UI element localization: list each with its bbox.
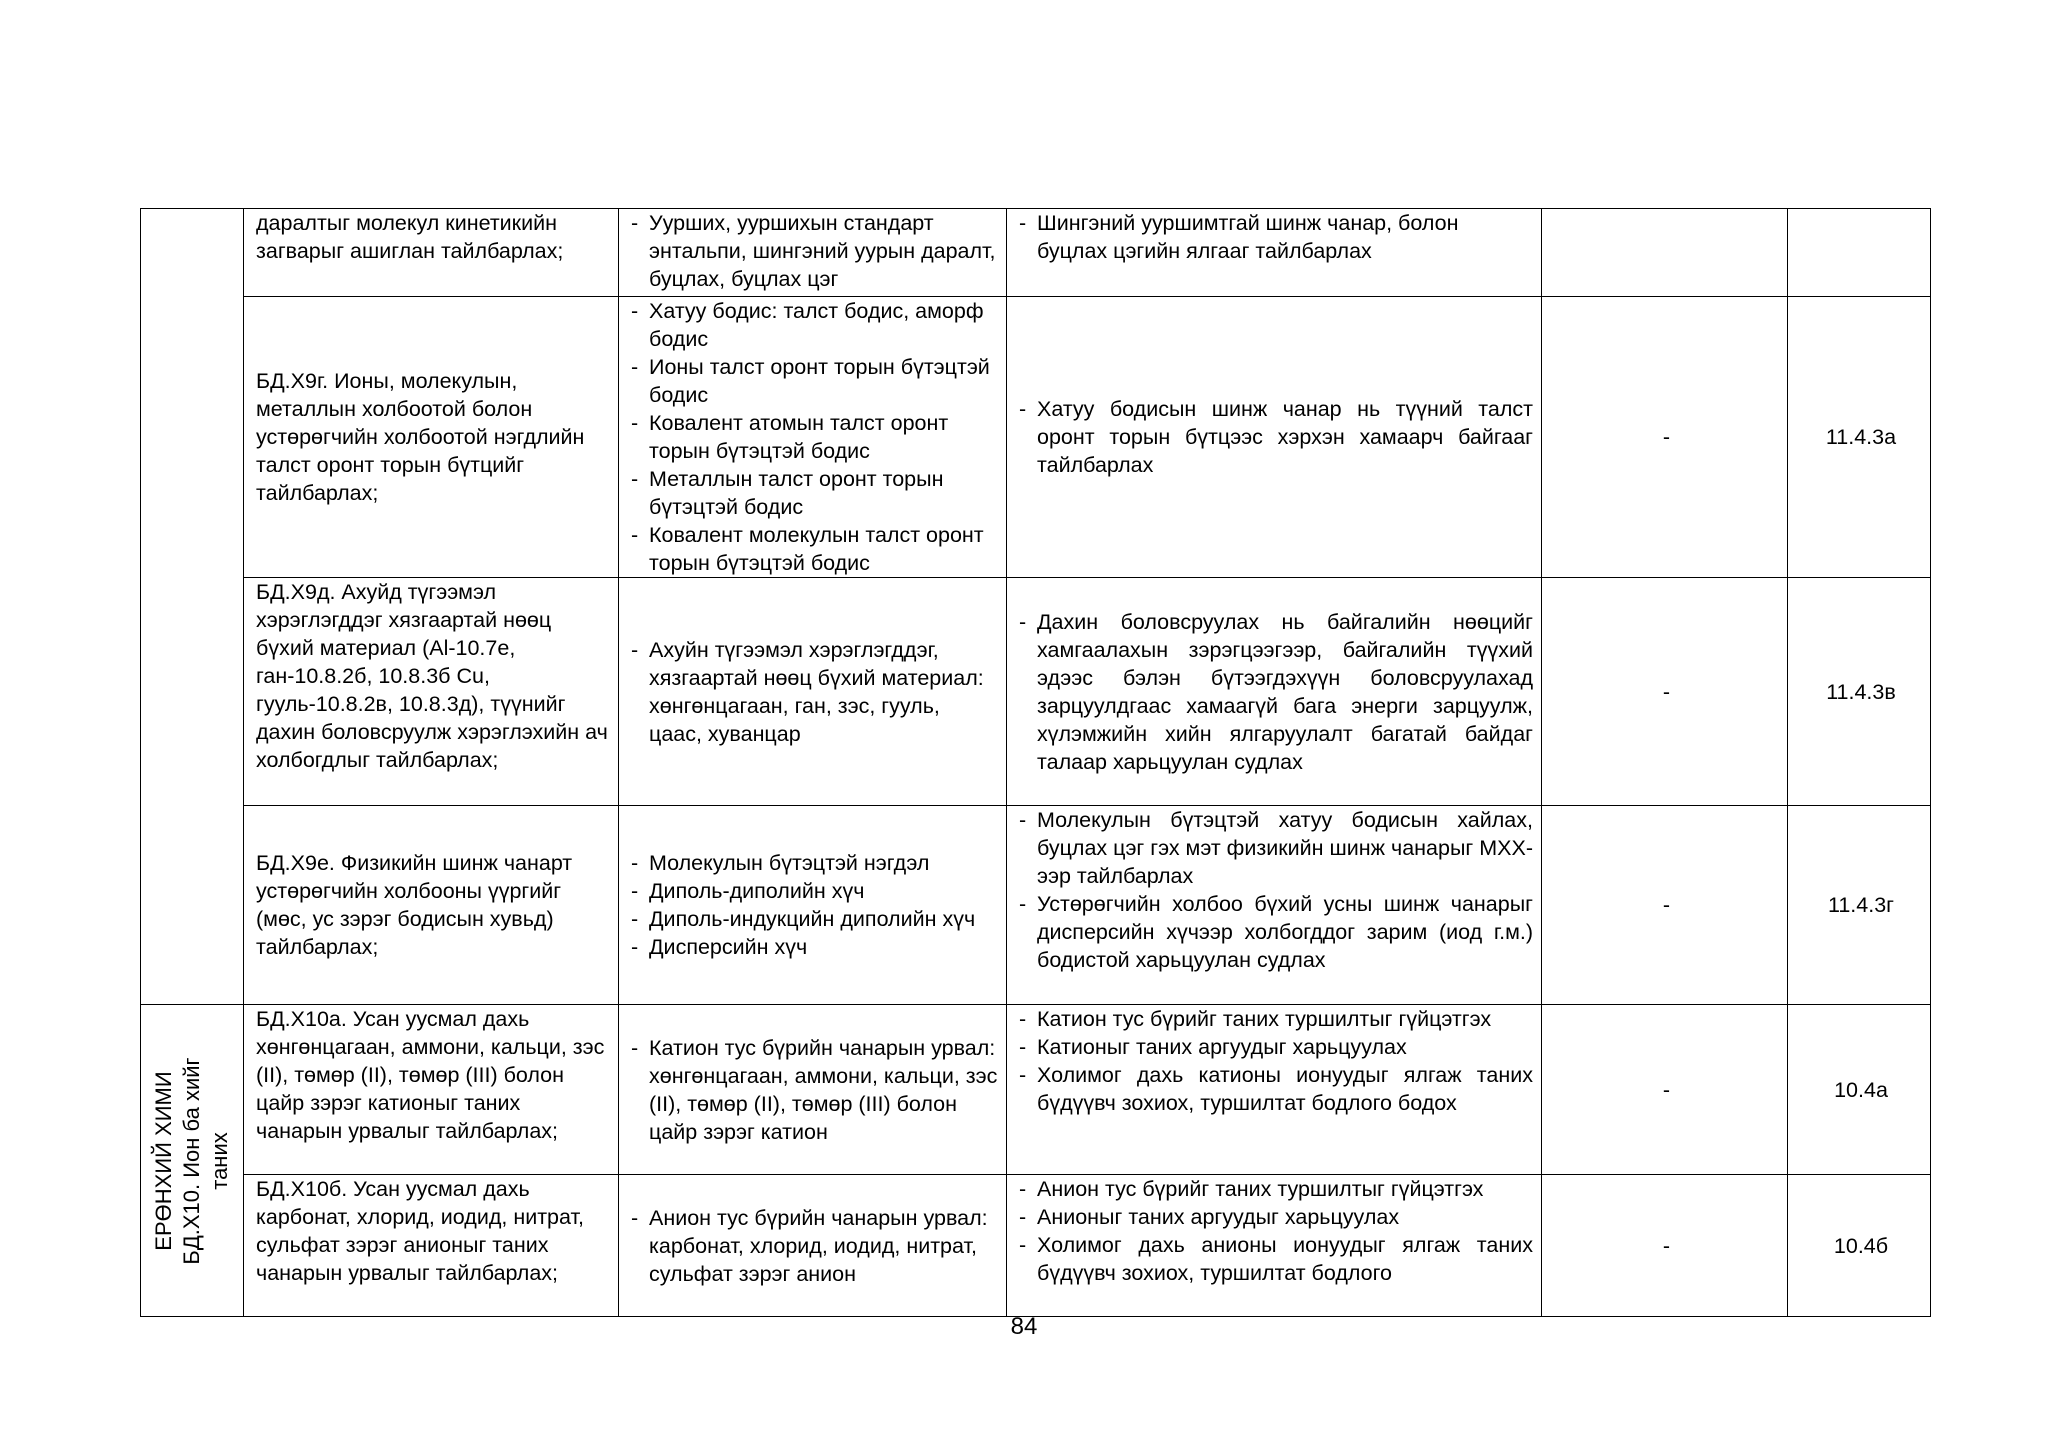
- activity-item: - Катионыг таних аргуудыг харьцуулах: [1019, 1033, 1533, 1061]
- activities-cell: [1007, 297, 1542, 578]
- group-label-vertical: [150, 1046, 234, 1276]
- activity-item: - Молекулын бүтэцтэй хатуу бодисын хайлах, буцлах цэг гэх мэт физикийн шинж чанарыг МХХ-ээр тайлбарлах: [1019, 806, 1533, 890]
- content-cell: [619, 209, 1007, 297]
- content-item: - Молекулын бүтэцтэй нэгдэл: [631, 849, 998, 877]
- activity-item: - Дахин боловсруулах нь байгалийн нөөцийг хамгаалахын зэрэгцээгээр, байгалийн түүхий эдээс бэлэн бүтээгдэхүүн боловсруулахад зарцуулдгаас хамаагүй бага энерги зарцуулж, хүлэмжийн хийн ялгаруулалт багатай байдаг талаар харьцуулан судлах: [1019, 608, 1533, 776]
- activities-cell: [1007, 209, 1542, 297]
- content-cell: [619, 297, 1007, 578]
- content-item: - Катион тус бүрийн чанарын урвал: хөнгөнцагаан, аммони, кальци, зэс (II), төмөр (II), төмөр (III) болон цайр зэрэг катион: [631, 1034, 998, 1146]
- code-cell: 11.4.3г: [1788, 806, 1931, 1005]
- table-row: [141, 1175, 1931, 1317]
- table-row: [141, 806, 1931, 1005]
- group-title: ЕРӨНХИЙ ХИМИ: [151, 1070, 176, 1251]
- activities-cell: [1007, 1175, 1542, 1317]
- content-item: - Ковалент молекулын талст оронт торын бүтэцтэй бодис: [631, 521, 998, 577]
- activity-item: - Анион тус бүрийг таних туршилтыг гүйцэтгэх: [1019, 1175, 1533, 1203]
- code-cell: 10.4а: [1788, 1005, 1931, 1175]
- content-item: - Ковалент атомын талст оронт торын бүтэцтэй бодис: [631, 409, 998, 465]
- col4-cell: -: [1542, 1005, 1788, 1175]
- objective-cell: БД.Х10а. Усан уусмал дахь хөнгөнцагаан, аммони, кальци, зэс (II), төмөр (II), төмөр (III) болон цайр зэрэг катионыг таних чанарын урвалыг тайлбарлах;: [244, 1005, 619, 1175]
- col4-cell: -: [1542, 1175, 1788, 1317]
- code-cell: [1788, 209, 1931, 297]
- content-item: - Ахуйн түгээмэл хэрэглэгддэг, хязгаартай нөөц бүхий материал: хөнгөнцагаан, ган, зэс, гууль, цаас, хуванцар: [631, 636, 998, 748]
- table-row: [141, 578, 1931, 806]
- code-cell: 10.4б: [1788, 1175, 1931, 1317]
- content-item: - Диполь-диполийн хүч: [631, 877, 998, 905]
- group-subtitle: БД.Х10. Ион ба хийг таних: [179, 1056, 232, 1265]
- activities-cell: [1007, 1005, 1542, 1175]
- table-row: [141, 297, 1931, 578]
- table-row: [141, 209, 1931, 297]
- activity-item: - Устөрөгчийн холбоо бүхий усны шинж чанарыг дисперсийн хүчээр холбогддог зарим (иод г.м.) бодистой харьцуулан судлах: [1019, 890, 1533, 974]
- code-cell: 11.4.3в: [1788, 578, 1931, 806]
- curriculum-table: [140, 208, 1931, 1317]
- content-item: - Уурших, ууршихын стандарт энтальпи, шингэний уурын даралт, буцлах, буцлах цэг: [631, 209, 998, 293]
- col4-cell: -: [1542, 806, 1788, 1005]
- col4-cell: -: [1542, 578, 1788, 806]
- page-number: 84: [1010, 1313, 1038, 1340]
- content-item: - Ионы талст оронт торын бүтэцтэй бодис: [631, 353, 998, 409]
- table-row: [141, 1005, 1931, 1175]
- objective-cell: БД.Х9г. Ионы, молекулын, металлын холбоотой болон устөрөгчийн холбоотой нэгдлийн талст оронт торын бүтцийг тайлбарлах;: [244, 297, 619, 578]
- content-item: - Дисперсийн хүч: [631, 933, 998, 961]
- group-cell-empty: [141, 209, 244, 1005]
- content-item: - Диполь-индукцийн диполийн хүч: [631, 905, 998, 933]
- activity-item: - Анионыг таних аргуудыг харьцуулах: [1019, 1203, 1533, 1231]
- content-item: - Хатуу бодис: талст бодис, аморф бодис: [631, 297, 998, 353]
- content-cell: [619, 1005, 1007, 1175]
- objective-cell: БД.Х10б. Усан уусмал дахь карбонат, хлорид, иодид, нитрат, сульфат зэрэг анионыг таних чанарын урвалыг тайлбарлах;: [244, 1175, 619, 1317]
- content-item: - Анион тус бүрийн чанарын урвал: карбонат, хлорид, иодид, нитрат, сульфат зэрэг анион: [631, 1204, 998, 1288]
- col4-cell: [1542, 209, 1788, 297]
- objective-cell: даралтыг молекул кинетикийн загварыг ашиглан тайлбарлах;: [244, 209, 619, 297]
- activity-item: - Шингэний ууршимтгай шинж чанар, болон буцлах цэгийн ялгааг тайлбарлах: [1019, 209, 1533, 265]
- objective-cell: БД.Х9е. Физикийн шинж чанарт устөрөгчийн холбооны үүргийг (мөс, ус зэрэг бодисын хувьд) тайлбарлах;: [244, 806, 619, 1005]
- objective-cell: БД.Х9д. Ахуйд түгээмэл хэрэглэгддэг хязгаартай нөөц бүхий материал (Al-10.7е, ган-10.8.2б, 10.8.3б Cu, гууль-10.8.2в, 10.8.3д), түүнийг дахин боловсруулж хэрэглэхийн ач холбогдлыг тайлбарлах;: [244, 578, 619, 806]
- activity-item: - Хатуу бодисын шинж чанар нь түүний талст оронт торын бүтцээс хэрхэн хамаарч байгааг тайлбарлах: [1019, 395, 1533, 479]
- content-item: - Металлын талст оронт торын бүтэцтэй бодис: [631, 465, 998, 521]
- group-cell-general-chemistry: [141, 1005, 244, 1317]
- content-cell: [619, 578, 1007, 806]
- activity-item: - Холимог дахь анионы ионуудыг ялгаж таних бүдүүвч зохиох, туршилтат бодлого: [1019, 1231, 1533, 1287]
- content-cell: [619, 806, 1007, 1005]
- activity-item: - Катион тус бүрийг таних туршилтыг гүйцэтгэх: [1019, 1005, 1533, 1033]
- content-cell: [619, 1175, 1007, 1317]
- code-cell: 11.4.3а: [1788, 297, 1931, 578]
- activities-cell: [1007, 578, 1542, 806]
- col4-cell: -: [1542, 297, 1788, 578]
- activities-cell: [1007, 806, 1542, 1005]
- activity-item: - Холимог дахь катионы ионуудыг ялгаж таних бүдүүвч зохиох, туршилтат бодлого бодох: [1019, 1061, 1533, 1117]
